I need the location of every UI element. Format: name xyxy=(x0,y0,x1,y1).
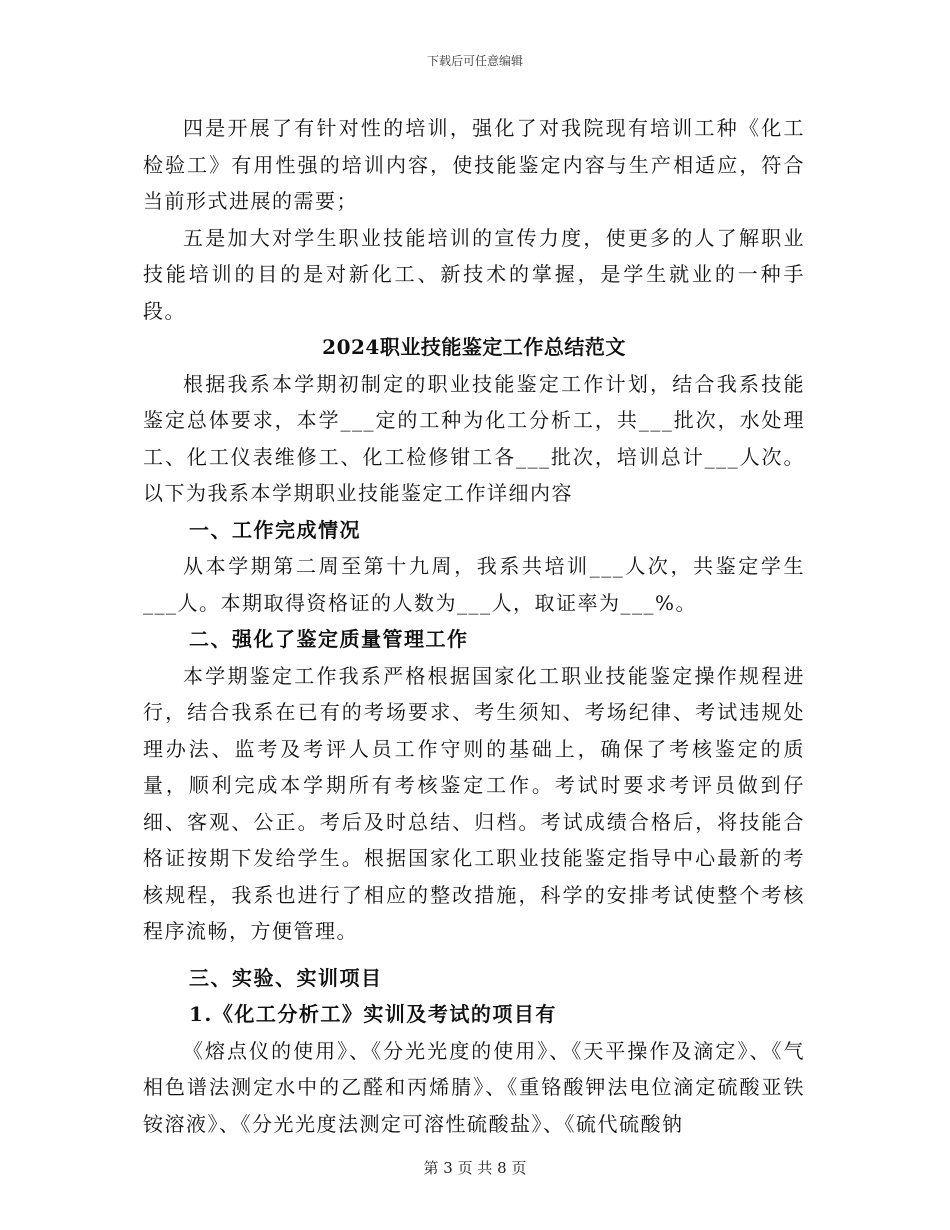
paragraph-point-four: 四是开展了有针对性的培训，强化了对我院现有培训工种《化工检验工》有用性强的培训内容，使技能鉴定内容与生产相适应，符合当前形式进展的需要； xyxy=(143,116,805,213)
section-body-2: 本学期鉴定工作我系严格根据国家化工职业技能鉴定操作规程进行，结合我系在已有的考场要求、考生须知、考场纪律、考试违规处理办法、监考及考评人员工作守则的基础上，确保了考核鉴定的质量，顺利完成本学期所有考核鉴定工作。考试时要求考评员做到仔细、客观、公正。考后及时总结、归档。考试成绩合格后，将技能合格证按期下发给学生。根据国家化工职业技能鉴定指导中心最新的考核规程，我系也进行了相应的整改措施，科学的安排考试使整个考核程序流畅，方便管理。 xyxy=(143,663,805,943)
intro-paragraph: 根据我系本学期初制定的职业技能鉴定工作计划，结合我系技能鉴定总体要求，本学___定的工种为化工分析工，共___批次，水处理工、化工仪表维修工、化工检修钳工各___批次，培训总计___人次。以下为我系本学期职业技能鉴定工作详细内容 xyxy=(143,371,805,505)
section-heading-1: 一、工作完成情况 xyxy=(189,517,361,542)
section-body-1: 从本学期第二周至第十九周，我系共培训___人次，共鉴定学生___人。本期取得资格证的人数为___人，取证率为___%。 xyxy=(143,554,805,615)
training-items-list: 《熔点仪的使用》、《分光光度的使用》、《天平操作及滴定》、《气相色谱法测定水中的乙醛和丙烯腈》、《重铬酸钾法电位滴定硫酸亚铁铵溶液》、《分光光度法测定可溶性硫酸盐》、《硫代硫酸钠 xyxy=(143,1038,805,1136)
section-heading-3: 三、实验、实训项目 xyxy=(189,965,383,990)
page-header-note: 下载后可任意编辑 xyxy=(426,54,523,68)
document-body xyxy=(143,110,805,1142)
section-heading-2: 二、强化了鉴定质量管理工作 xyxy=(189,627,469,651)
page-number: 第 3 页 共 8 页 xyxy=(423,1159,527,1177)
subsection-heading-1: 1.《化工分析工》实训及考试的项目有 xyxy=(189,1002,557,1026)
paragraph-point-five: 五是加大对学生职业技能培训的宣传力度，使更多的人了解职业技能培训的目的是对新化工、新技术的掌握，是学生就业的一种手段。 xyxy=(143,225,805,323)
document-title: 2024职业技能鉴定工作总结范文 xyxy=(322,335,626,359)
